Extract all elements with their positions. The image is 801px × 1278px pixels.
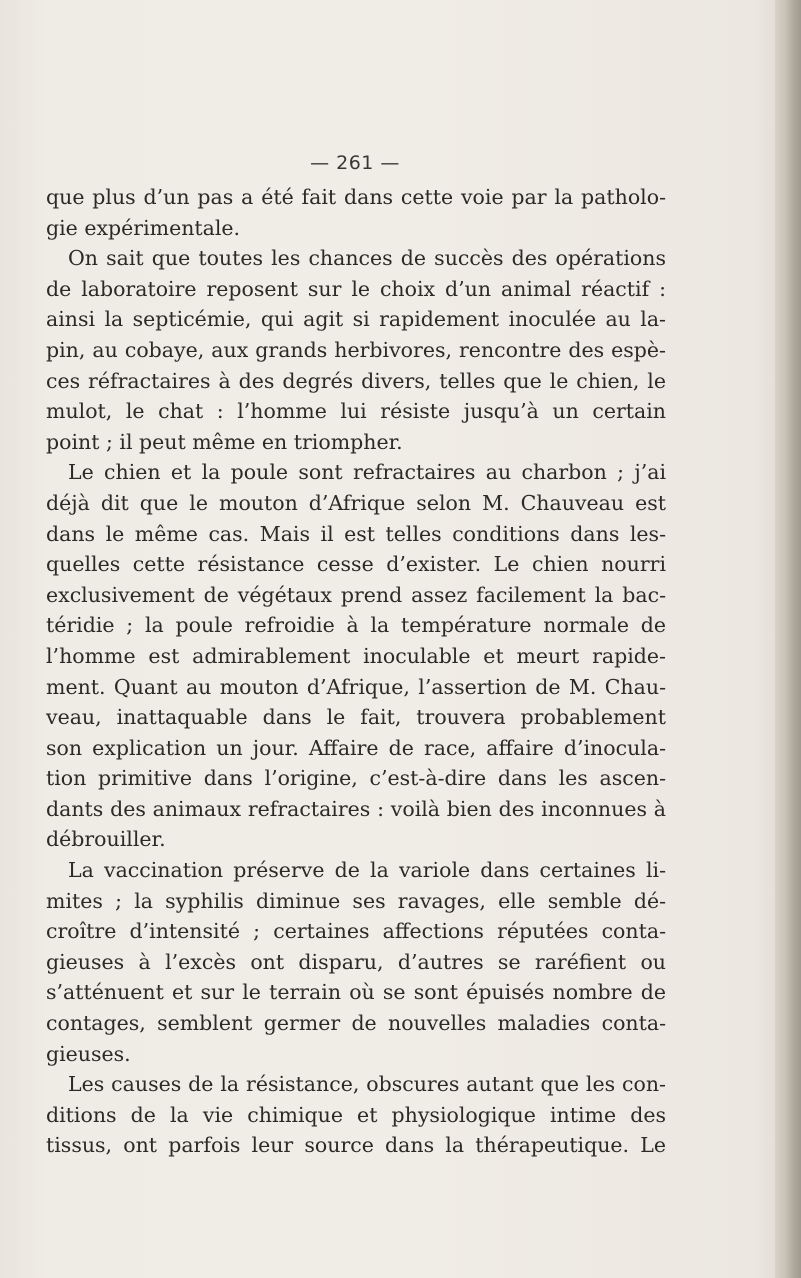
text-line: l’homme est admirablement inoculable et meurt rapide- [46,643,666,668]
text-line: mulot, le chat : l’homme lui résiste jusqu’à un certain [46,399,666,424]
text-line: son explication un jour. Affaire de race, affaire d’inocula- [46,735,666,760]
text-line: mites ; la syphilis diminue ses ravages, elle semble dé- [46,888,666,913]
text-line: déjà dit que le mouton d’Afrique selon M. Chauveau est [46,490,666,515]
text-line: croître d’intensité ; certaines affections réputées conta- [46,919,666,944]
text-line: pin, au cobaye, aux grands herbivores, rencontre des espè- [46,337,666,362]
page-binding-edge [775,0,801,1278]
text-line: téridie ; la poule refroidie à la température normale de [46,613,666,638]
text-line: s’atténuent et sur le terrain où se sont épuisés nombre de [46,980,666,1005]
text-line: On sait que toutes les chances de succès des opérations [68,246,666,271]
text-line: ainsi la septicémie, qui agit si rapidement inoculée au la- [46,307,666,332]
text-line: gieuses à l’excès ont disparu, d’autres se raréfient ou [46,949,666,974]
text-line: La vaccination préserve de la variole dans certaines li- [68,858,666,883]
text-line: quelles cette résistance cesse d’exister. Le chien nourri [46,552,666,577]
text-line: Les causes de la résistance, obscures autant que les con- [68,1072,666,1097]
text-line: tion primitive dans l’origine, c’est-à-dire dans les ascen- [46,766,666,791]
page-number: — 261 — [310,152,400,174]
text-line: contages, semblent germer de nouvelles maladies conta- [46,1011,666,1036]
text-line: ment. Quant au mouton d’Afrique, l’assertion de M. Chau- [46,674,666,699]
text-line: dants des animaux refractaires : voilà bien des inconnues à [46,796,666,821]
text-line: débrouiller. [46,827,166,852]
text-line: point ; il peut même en triompher. [46,429,403,454]
text-line: ditions de la vie chimique et physiologique intime des [46,1102,666,1127]
text-line: Le chien et la poule sont refractaires au charbon ; j’ai [68,460,666,485]
text-line: veau, inattaquable dans le fait, trouvera probablement [46,705,666,730]
text-line: gieuses. [46,1041,131,1066]
text-line: tissus, ont parfois leur source dans la thérapeutique. Le [46,1133,666,1158]
text-line: que plus d’un pas a été fait dans cette voie par la patholo- [46,185,666,209]
text-line: dans le même cas. Mais il est telles conditions dans les- [46,521,666,546]
text-line: gie expérimentale. [46,215,241,240]
body-text [46,182,666,1161]
text-line: de laboratoire reposent sur le choix d’un animal réactif : [46,276,666,301]
text-line: exclusivement de végétaux prend assez facilement la bac- [46,582,666,607]
text-line: ces réfractaires à des degrés divers, telles que le chien, le [46,368,666,393]
